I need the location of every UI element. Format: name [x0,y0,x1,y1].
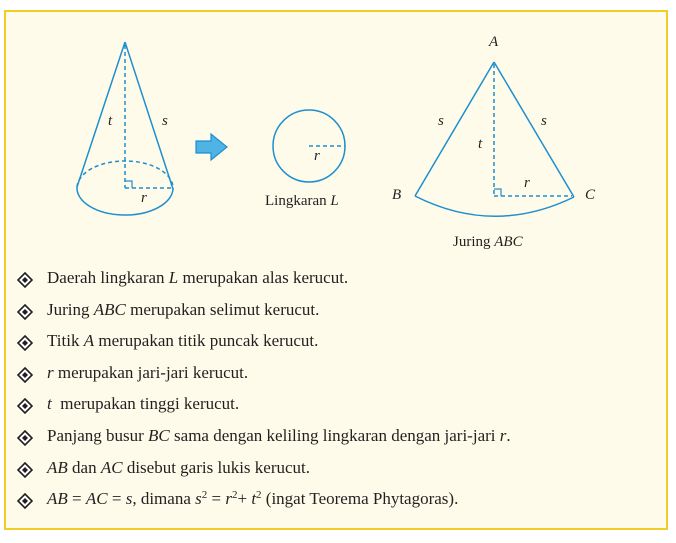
diamond-bullet-icon [17,430,33,446]
sector-slant-right-label: s [541,113,547,129]
sector-figure [415,62,574,216]
diamond-bullet-icon [17,462,33,478]
circle-caption-prefix: Lingkaran [265,193,327,209]
cone-right-angle-mark [125,181,132,188]
circle-radius-label: r [314,148,320,164]
list-item: Juring ABC merupakan selimut kerucut. [16,297,666,329]
circle-figure [273,110,345,182]
circle-caption [265,194,339,209]
sector-arc-bc [415,196,574,216]
sector-caption [453,235,523,250]
property-list [16,265,666,518]
diamond-bullet-icon [17,398,33,414]
vertex-c-label: C [585,187,596,203]
cone-slant-left [77,42,125,187]
cone-radius-label: r [141,190,147,206]
cone-height-label: t [108,113,113,129]
cone-base-front-arc [77,187,173,215]
sector-height-label: t [478,136,483,152]
diamond-bullet-icon [17,493,33,509]
cone-figure [77,42,173,215]
list-item: t merupakan tinggi kerucut. [16,391,666,423]
list-item: Daerah lingkaran L merupakan alas kerucut. [16,265,666,297]
diamond-bullet-icon [17,367,33,383]
vertex-b-label: B [392,187,402,203]
list-item: AB = AC = s, dimana $s^2 = r^2+ t^2$ (ingat Teorema Phytagoras). [16,486,666,518]
sector-edge-ab [415,62,494,196]
list-item: Panjang busur BC sama dengan keliling lingkaran dengan jari-jari r. [16,423,666,455]
right-arrow-icon [196,134,227,160]
sector-radius-label: r [524,175,530,191]
sector-caption-var: ABC [494,234,523,250]
sector-caption-prefix: Juring [453,234,491,250]
diamond-bullet-icon [17,335,33,351]
circle-caption-var: L [330,193,339,209]
sector-right-angle-mark [494,189,501,196]
cone-slant-label: s [162,113,168,129]
diamond-bullet-icon [17,304,33,320]
vertex-a-label: A [489,34,499,50]
list-item: AB dan AC disebut garis lukis kerucut. [16,455,666,487]
sector-edge-ac [494,62,574,197]
sector-slant-left-label: s [438,113,444,129]
diamond-bullet-icon [17,272,33,288]
list-item: r merupakan jari-jari kerucut. [16,360,666,392]
list-item: Titik A merupakan titik puncak kerucut. [16,328,666,360]
